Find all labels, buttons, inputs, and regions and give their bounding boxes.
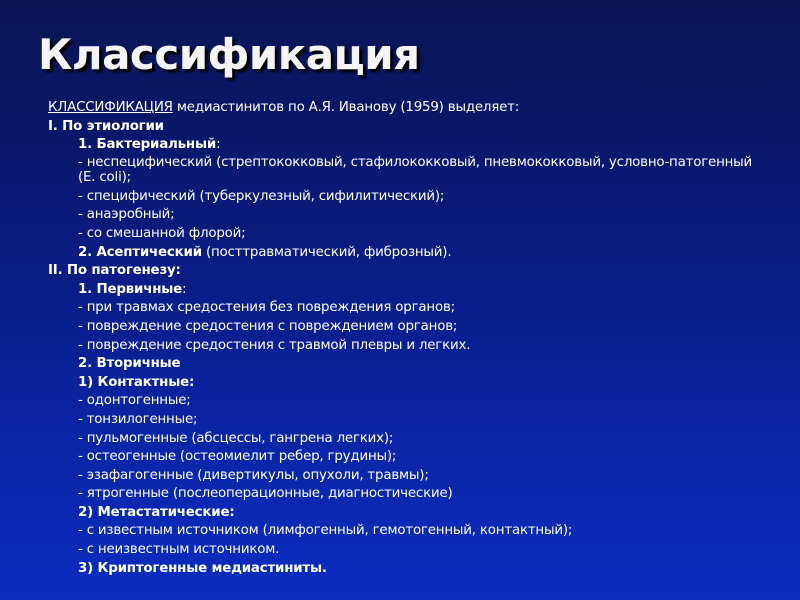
classification-text (48, 99, 788, 578)
primary-heading-line (48, 281, 788, 300)
bacterial-colon: : (216, 137, 221, 153)
anaerobic-item: - анаэробный; (78, 207, 175, 223)
intro-heading: КЛАССИФИКАЦИЯ (48, 100, 173, 115)
intro-text: медиастинитов по А.Я. Иванову (1959) выделяет: (172, 100, 520, 115)
section-pathogenesis: II. По патогенезу: (48, 263, 181, 279)
primary-item-1: - при травмах средостения без повреждения органов; (78, 300, 455, 316)
primary-item-3: - повреждение средостения с травмой плевры и легких. (78, 337, 471, 353)
primary-colon: : (182, 281, 187, 297)
contact-item-5: - эзафагогенные (дивертикулы, опухоли, травмы); (78, 467, 429, 483)
section-etiology: I. По этиологии (48, 118, 164, 134)
contact-item-1: - одонтогенные; (78, 393, 191, 409)
cryptogenic-heading: 3) Криптогенные медиастиниты. (78, 560, 327, 576)
metastatic-item-2: - с неизвестным источником. (78, 542, 280, 558)
bacterial-heading: 1. Бактериальный (78, 137, 217, 153)
contact-item-6: - ятрогенные (послеоперационные, диагностические) (78, 486, 453, 502)
aseptic-text: (посттравматический, фиброзный). (201, 244, 452, 260)
primary-item-2: - повреждение средостения с повреждением органов; (78, 318, 458, 334)
mixed-flora-item: - со смешанной флорой; (78, 225, 246, 241)
contact-item-2: - тонзилогенные; (78, 411, 198, 427)
metastatic-heading: 2) Метастатические: (78, 504, 235, 520)
nonspecific-item: - неспецифический (стрептококковый, стафилококковый, пневмококковый, условно-патогенный (E. coli); (78, 154, 753, 185)
aseptic-heading: 2. Асептический (78, 244, 202, 260)
metastatic-item-1: - с известным источником (лимфогенный, гемотогенный, контактный); (78, 523, 573, 539)
contact-heading: 1) Контактные: (78, 374, 195, 390)
bacterial-heading-line (48, 136, 788, 155)
contact-item-3: - пульмогенные (абсцессы, гангрена легких); (78, 430, 394, 446)
primary-heading: 1. Первичные (78, 281, 183, 297)
contact-item-4: - остеогенные (остеомиелит ребер, грудины); (78, 449, 397, 465)
aseptic-line (48, 244, 788, 263)
slide-title: Классификация (38, 30, 420, 79)
specific-item: - специфический (туберкулезный, сифилитический); (78, 188, 445, 204)
secondary-heading: 2. Вторичные (78, 356, 181, 372)
intro-line (48, 99, 788, 118)
